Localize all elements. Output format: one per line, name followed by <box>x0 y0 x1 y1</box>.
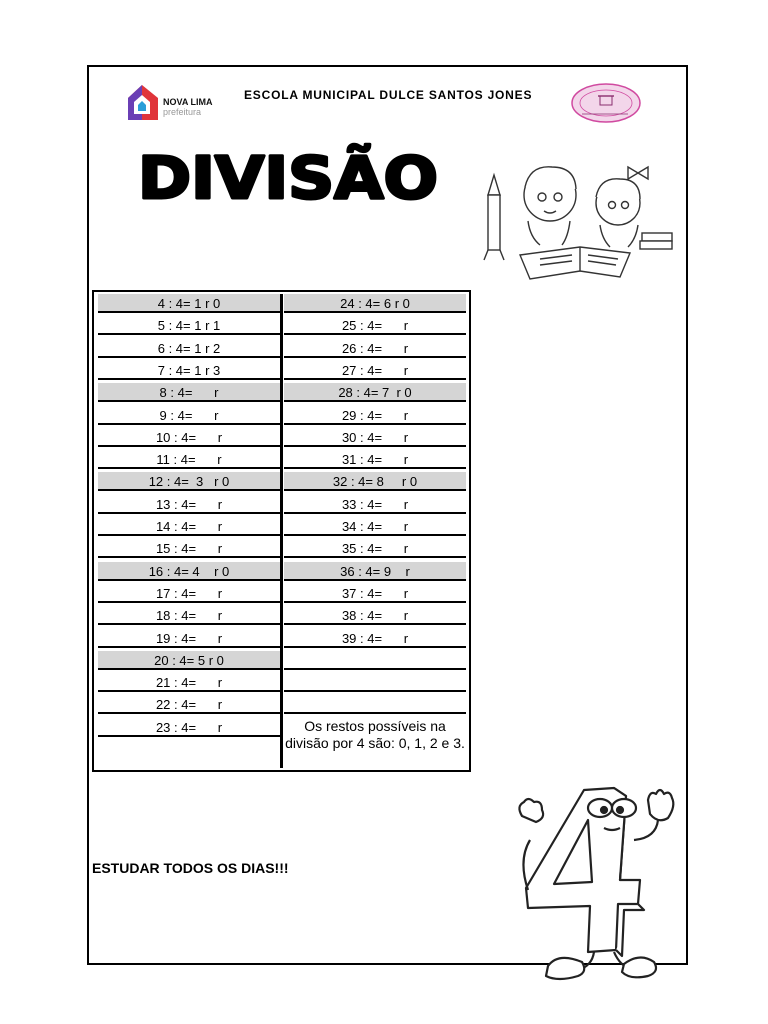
title-divisao <box>136 140 441 208</box>
table-cell: 6 : 4= 1 r 2 <box>98 339 280 358</box>
table-cell: 36 : 4= 9 r <box>284 562 466 581</box>
table-cell: 21 : 4= r <box>98 673 280 692</box>
title-text: DIVISÃO <box>138 144 411 208</box>
table-cell: 33 : 4= r <box>284 495 466 514</box>
table-cell: 35 : 4= r <box>284 539 466 558</box>
number-four-character-icon <box>508 780 678 990</box>
table-cell: 20 : 4= 5 r 0 <box>98 651 280 670</box>
table-cell: 11 : 4= r <box>98 450 280 469</box>
table-cell: 18 : 4= r <box>98 606 280 625</box>
table-cell: 28 : 4= 7 r 0 <box>284 383 466 402</box>
kids-reading-illustration-icon <box>470 155 675 285</box>
table-cell: 12 : 4= 3 r 0 <box>98 472 280 491</box>
table-cell: 23 : 4= r <box>98 718 280 737</box>
table-cell: 27 : 4= r <box>284 361 466 380</box>
logo-subtitle: prefeitura <box>163 107 202 117</box>
table-cell: 10 : 4= r <box>98 428 280 447</box>
table-cell: 26 : 4= r <box>284 339 466 358</box>
table-cell: 31 : 4= r <box>284 450 466 469</box>
school-title: ESCOLA MUNICIPAL DULCE SANTOS JONES <box>244 88 533 102</box>
table-cell: 14 : 4= r <box>98 517 280 536</box>
table-cell <box>284 673 466 692</box>
table-cell: 17 : 4= r <box>98 584 280 603</box>
school-seal-icon <box>568 80 644 126</box>
table-cell: 25 : 4= r <box>284 316 466 335</box>
table-cell: 15 : 4= r <box>98 539 280 558</box>
table-cell: 5 : 4= 1 r 1 <box>98 316 280 335</box>
table-cell: 38 : 4= r <box>284 606 466 625</box>
table-cell: 29 : 4= r <box>284 406 466 425</box>
table-cell <box>284 651 466 670</box>
table-cell: 7 : 4= 1 r 3 <box>98 361 280 380</box>
table-cell: 30 : 4= r <box>284 428 466 447</box>
table-cell: 9 : 4= r <box>98 406 280 425</box>
table-cell <box>284 695 466 714</box>
column-divider <box>280 294 283 768</box>
logo-name: NOVA LIMA <box>163 97 213 107</box>
table-cell: 19 : 4= r <box>98 629 280 648</box>
table-cell: 34 : 4= r <box>284 517 466 536</box>
table-cell: 37 : 4= r <box>284 584 466 603</box>
remainders-note: Os restos possíveis na divisão por 4 são: 0, 1, 2 e 3. <box>285 718 465 751</box>
table-cell: 4 : 4= 1 r 0 <box>98 294 280 313</box>
table-cell: 16 : 4= 4 r 0 <box>98 562 280 581</box>
footer-message: ESTUDAR TODOS OS DIAS!!! <box>92 860 289 876</box>
table-cell: 24 : 4= 6 r 0 <box>284 294 466 313</box>
table-cell: 8 : 4= r <box>98 383 280 402</box>
table-cell: 32 : 4= 8 r 0 <box>284 472 466 491</box>
table-cell: 13 : 4= r <box>98 495 280 514</box>
table-cell: 22 : 4= r <box>98 695 280 714</box>
division-table <box>92 290 471 772</box>
table-cell: 39 : 4= r <box>284 629 466 648</box>
